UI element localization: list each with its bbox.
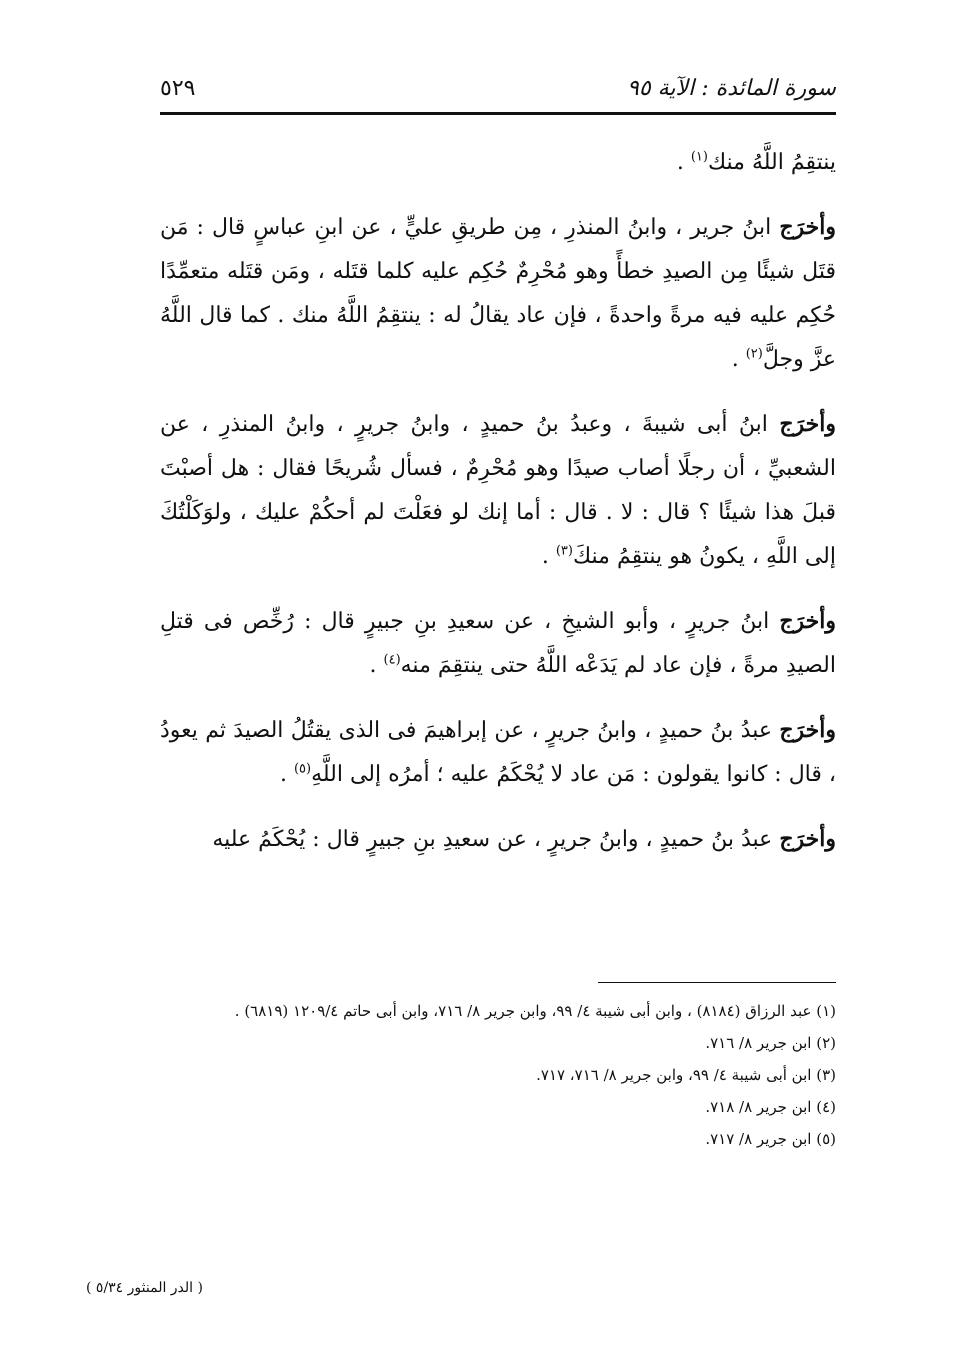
paragraph-text: عبدُ بنُ حميدٍ ، وابنُ جريرٍ ، عن إبراهيمَ فى الذى يقتُلُ الصيدَ ثم يعودُ ، قال : كانوا يقولون : مَن عاد لا يُحْكَمُ عليه ؛ أمرُه إلى اللَّهِ	[160, 718, 836, 787]
main-text	[160, 140, 836, 882]
paragraph-tail: .	[369, 653, 384, 678]
paragraph-lead: وأخرَج	[779, 411, 836, 437]
footnote-item: (٤) ابن جرير ٨/ ٧١٨.	[705, 1098, 836, 1116]
paragraph	[160, 708, 836, 797]
page-header	[160, 68, 836, 108]
paragraph-tail: .	[279, 762, 294, 787]
paragraph-tail: .	[731, 347, 746, 372]
paragraph	[160, 817, 836, 862]
footnote-reference: (٣)	[555, 543, 573, 559]
footnote-item: (٢) ابن جرير ٨/ ٧١٦.	[705, 1034, 836, 1052]
footnote-item: (٥) ابن جرير ٨/ ٧١٧.	[705, 1130, 836, 1148]
paragraph-text: ابنُ جريرٍ ، وأبو الشيخِ ، عن سعيدِ بنِ جبيرٍ قال : رُخِّص فى قتلِ الصيدِ مرةً ، فإن عاد لم يَدَعْه اللَّهُ حتى ينتقِمَ منه	[160, 609, 836, 678]
footnote-reference: (١)	[690, 149, 708, 165]
footnote-reference: (٢)	[745, 346, 763, 362]
header-rule	[160, 112, 836, 115]
footnotes	[160, 995, 836, 1155]
page-number: ٥٢٩	[160, 75, 196, 101]
paragraph-lead: وأخرَج	[779, 608, 836, 634]
footnote-reference: (٤)	[383, 652, 401, 668]
running-title: سورة المائدة : الآية ٩٥	[627, 75, 836, 101]
paragraph	[160, 140, 836, 185]
paragraph	[160, 205, 836, 382]
paragraph-text: ابنُ أبى شيبةَ ، وعبدُ بنُ حميدٍ ، وابنُ جريرٍ ، وابنُ المنذرِ ، عن الشعبيِّ ، أن رجلًا أصاب صيدًا وهو مُحْرِمٌ ، فسأل شُريحًا فقال : هل أصبْتَ قبلَ هذا شيئًا ؟ قال : لا . قال : أما إنك لو فعَلْتَ لم أحكُمْ عليك ، ولوَكَلْتُكَ إلى اللَّهِ ، يكونُ هو ينتقِمُ منكَ	[160, 412, 836, 569]
paragraph-text: ابنُ جرير ، وابنُ المنذرِ ، مِن طريقِ عليٍّ ، عن ابنِ عباسٍ قال : مَن قتَل شيئًا مِن الصيدِ خطأً وهو مُحْرِمٌ حُكِم عليه كلما قتَله ، ومَن قتَله متعمِّدًا حُكِم عليه فيه مرةً واحدةً ، فإن عاد يقالُ له : ينتقِمُ اللَّهُ منك . كما قال اللَّهُ عزَّ وجلَّ	[160, 215, 836, 372]
paragraph	[160, 402, 836, 579]
footnote-separator	[598, 982, 836, 983]
paragraph-text: ينتقِمُ اللَّهُ منك	[707, 150, 836, 175]
paragraph-lead: وأخرَج	[779, 214, 836, 240]
paragraph-lead: وأخرَج	[779, 717, 836, 743]
paragraph-tail: .	[676, 150, 691, 175]
paragraph-text: عبدُ بنُ حميدٍ ، وابنُ جريرٍ ، عن سعيدِ بنِ جبيرٍ قال : يُحْكَمُ عليه	[212, 827, 780, 852]
source-tag: ( الدر المنثور ٥/٣٤ )	[86, 1280, 203, 1296]
paragraph-tail: .	[541, 544, 556, 569]
footnote-item: (١) عبد الرزاق (٨١٨٤) ، وابن أبى شيبة ٤/ ٩٩، وابن جرير ٨/ ٧١٦، وابن أبى حاتم ١٢٠٩/٤ (٦٨١٩) .	[234, 1002, 836, 1020]
footnote-reference: (٥)	[293, 761, 312, 777]
footnote-item: (٣) ابن أبى شيبة ٤/ ٩٩، وابن جرير ٨/ ٧١٦، ٧١٧.	[536, 1066, 836, 1084]
paragraph-lead: وأخرَج	[779, 826, 836, 852]
paragraph	[160, 599, 836, 688]
